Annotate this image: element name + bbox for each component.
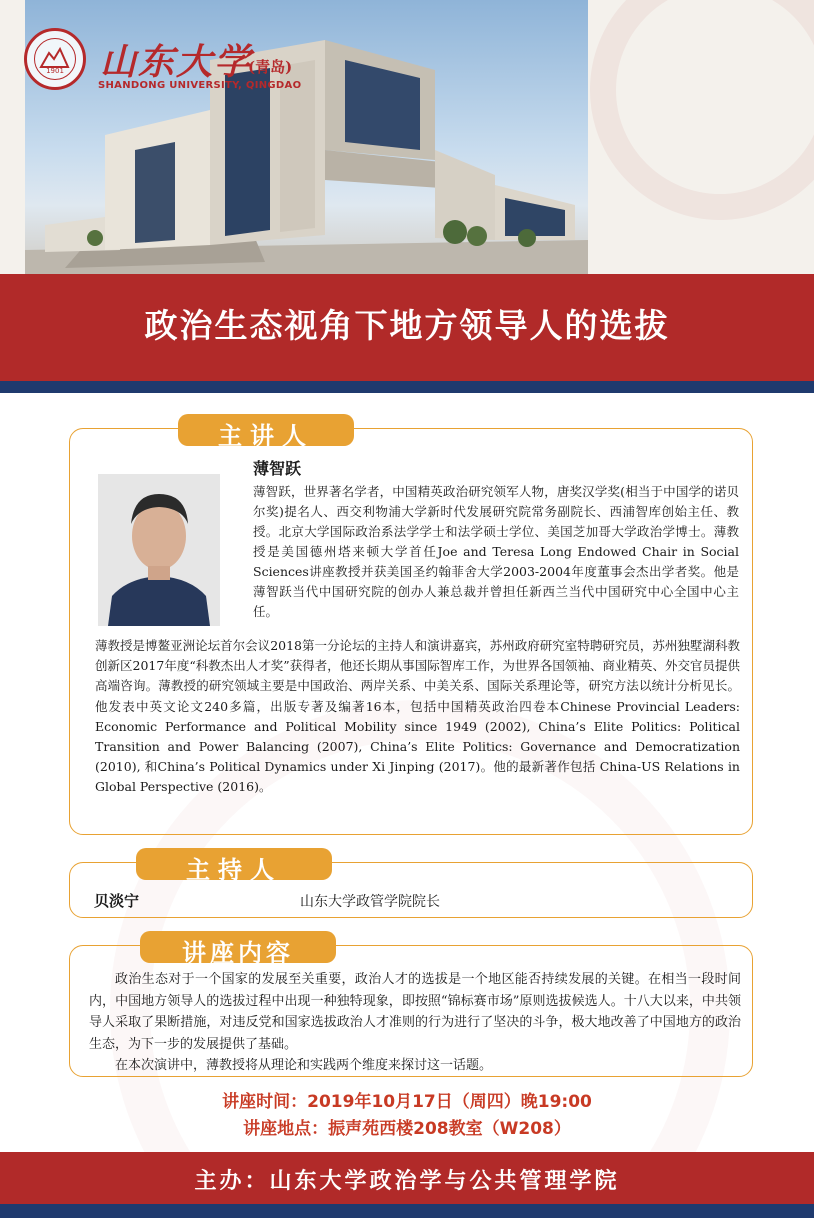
speaker-bio-intro: 薄智跃，世界著名学者，中国精英政治研究领军人物，唐奖汉学奖(相当于中国学的诺贝尔奖)提名人、西交利物浦大学新时代发展研究院常务副院长、西浦智库创始主任、教授。北京大学国际政治系法学学士和法学硕士学位、美国芝加哥大学政治学博士。薄教授是美国德州塔来顿大学首任Joe and Teresa Long Endowed Chair in Social Sciences讲座教授并获美国圣约翰菲舍大学2003-2004年度董事会杰出学者奖。他是薄智跃当代中国研究院的创办人兼总裁并曾担任新西兰当代中国研究中心全国中心主任。: [253, 484, 739, 619]
title-divider: [0, 381, 814, 393]
speaker-portrait: [98, 474, 220, 626]
campus-name-cn: (青岛): [248, 58, 293, 76]
lecture-time: 讲座时间：2019年10月17日（周四）晚19:00: [222, 1092, 592, 1112]
organizer: 主办：山东大学政治学与公共管理学院: [194, 1169, 620, 1194]
logo-year: 1901: [46, 67, 64, 75]
lecture-title: 政治生态视角下地方领导人的选拔: [144, 306, 670, 345]
university-seal-logo: [24, 28, 86, 90]
host-name: 贝淡宁: [94, 892, 140, 910]
content-paragraph: 政治生态对于一个国家的发展至关重要，政治人才的选拔是一个地区能否持续发展的关键。在相当一段时间内，中国地方领导人的选拔过程中出现一种独特现象，即按照“锦标赛市场”原则选拔候选人。十八大以来，中共领导人采取了果断措施，对违反党和国家选拔政治人才准则的行为进行了坚决的斗争，极大地改善了中国地方的政治生态，为下一步的发展提供了基础。: [89, 972, 741, 1052]
content-paragraph: 在本次演讲中，薄教授将从理论和实践两个维度来探讨这一话题。: [115, 1058, 493, 1073]
lecture-content: [89, 969, 741, 1077]
host-title: 山东大学政管学院院长: [300, 894, 440, 910]
lecture-location: 讲座地点：振声苑西楼208教室（W208）: [243, 1119, 571, 1139]
host-section-label: 主持人: [186, 856, 282, 884]
footer-divider: [0, 1204, 814, 1218]
content-section-label: 讲座内容: [182, 939, 294, 967]
university-name-cn: 山东大学: [100, 41, 253, 83]
speaker-section-label: 主讲人: [218, 422, 314, 450]
university-name-en: SHANDONG UNIVERSITY, QINGDAO: [98, 80, 302, 91]
speaker-name: 薄智跃: [253, 459, 302, 478]
speaker-bio-detail: 薄教授是博鳌亚洲论坛首尔会议2018第一分论坛的主持人和演讲嘉宾，苏州政府研究室特聘研究员，苏州独墅湖科教创新区2017年度“科教杰出人才奖”获得者，他还长期从事国际智库工作，为世界各国领袖、商业精英、外交官员提供高端咨询。薄教授的研究领域主要是中国政治、两岸关系、中美关系、国际关系理论等，研究方法以统计分析见长。他发表中英文论文240多篇，出版专著及编著16本，包括中国精英政治四卷本Chinese Provincial Leaders: Economic Performance and Political Mobility since 1949 (2002), China’s Elite Politics: Political Transition and Power Balancing (2007), China’s Elite Politics: Governance and Democratization (2010), 和China’s Political Dynamics under Xi Jinping (2017)。他的最新著作包括 China-US Relations in Global Perspective (2016)。: [95, 638, 740, 795]
